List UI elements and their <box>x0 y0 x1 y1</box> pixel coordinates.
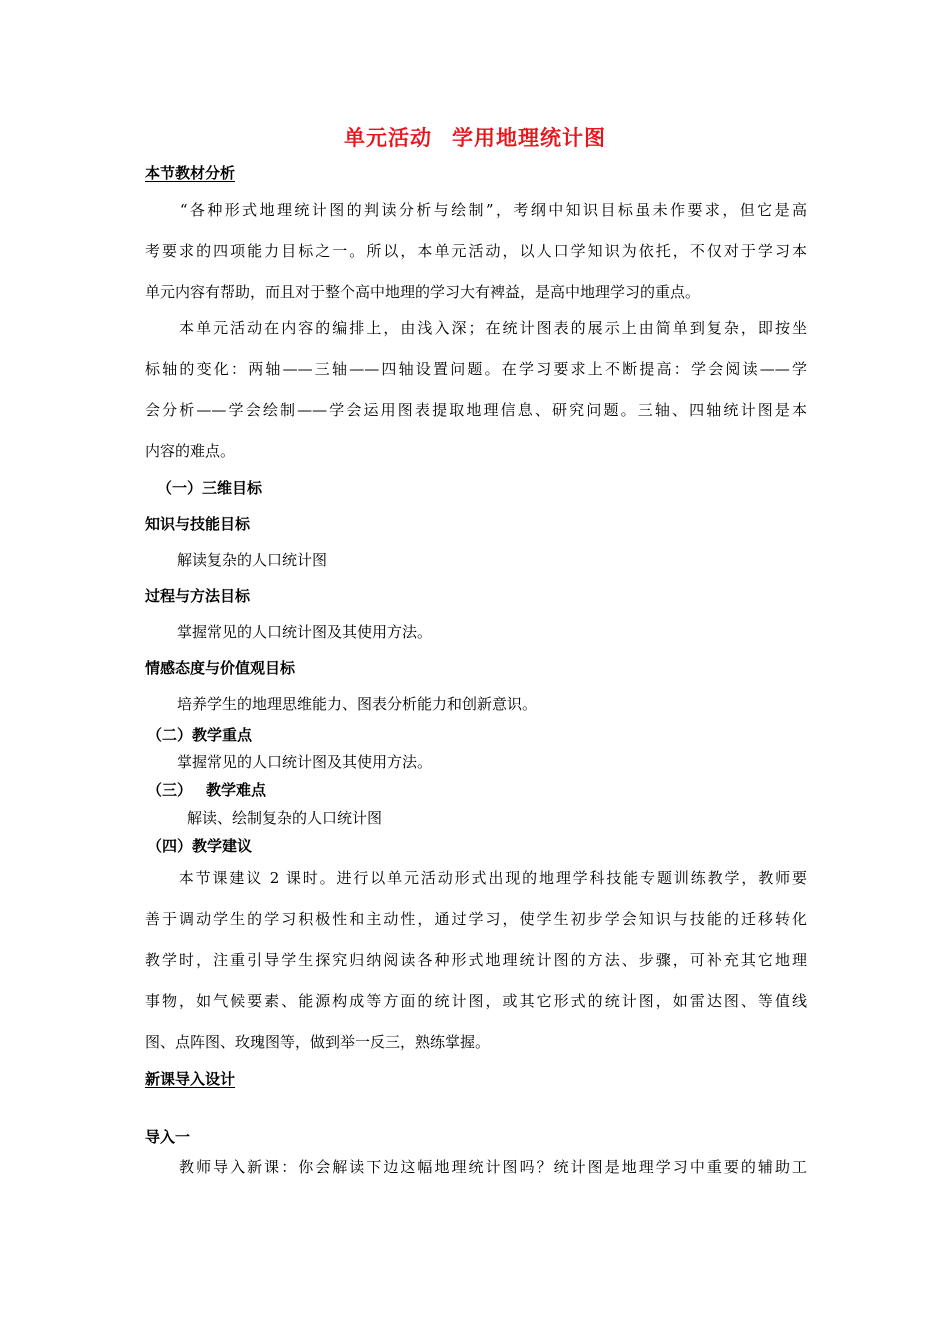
paragraph-line: 会分析——学会绘制——学会运用图表提取地理信息、研究问题。三轴、四轴统计图是本 <box>145 401 807 419</box>
suggestion-paragraph <box>145 868 807 1052</box>
knowledge-heading: 知识与技能目标 <box>145 515 251 533</box>
paragraph-line: 教师导入新课：你会解读下边这幅地理统计图吗？统计图是地理学习中重要的辅助工 <box>145 1158 807 1176</box>
paragraph-line: 本单元活动在内容的编排上，由浅入深；在统计图表的展示上由简单到复杂，即按坐 <box>145 319 807 337</box>
paragraph-line: 图、点阵图、玫瑰图等，做到举一反三，熟练掌握。 <box>145 1033 491 1051</box>
section-heading-analysis: 本节教材分析 <box>145 164 236 182</box>
difficulty-text: 解读、绘制复杂的人口统计图 <box>187 809 383 827</box>
key-point-heading: （二）教学重点 <box>147 726 253 744</box>
paragraph-line: 善于调动学生的学习积极性和主动性，通过学习，使学生初步学会知识与技能的迁移转化 <box>145 910 807 928</box>
paragraph-line: 标轴的变化：两轴——三轴——四轴设置问题。在学习要求上不断提高：学会阅读——学 <box>145 360 807 378</box>
intro-design-heading: 新课导入设计 <box>145 1070 236 1088</box>
paragraph-line: 事物，如气候要素、能源构成等方面的统计图，或其它形式的统计图，如雷达图、等值线 <box>145 992 807 1010</box>
intro-one-heading: 导入一 <box>145 1128 191 1146</box>
process-heading: 过程与方法目标 <box>145 587 251 605</box>
analysis-paragraph-1 <box>145 200 807 302</box>
suggestion-heading: （四）教学建议 <box>147 837 253 855</box>
emotion-heading: 情感态度与价值观目标 <box>145 659 296 677</box>
paragraph-line: 本节课建议 2 课时。进行以单元活动形式出现的地理学科技能专题训练教学，教师要 <box>145 869 807 887</box>
key-point-text: 掌握常见的人口统计图及其使用方法。 <box>177 753 433 771</box>
paragraph-line: 内容的难点。 <box>145 442 236 460</box>
page-title <box>0 124 950 152</box>
intro-one-paragraph <box>145 1157 807 1177</box>
paragraph-line: “各种形式地理统计图的判读分析与绘制”，考纲中知识目标虽未作要求，但它是高 <box>145 201 807 219</box>
title-part-1: 单元活动 <box>344 126 432 150</box>
difficulty-heading <box>147 780 266 800</box>
paragraph-line: 教学时，注重引导学生探究归纳阅读各种形式地理统计图的方法、步骤，可补充其它地理 <box>145 951 807 969</box>
process-text: 掌握常见的人口统计图及其使用方法。 <box>177 623 433 641</box>
difficulty-heading-label: 教学难点 <box>206 781 267 799</box>
paragraph-line: 考要求的四项能力目标之一。所以，本单元活动，以人口学知识为依托，不仅对于学习本 <box>145 242 807 260</box>
knowledge-text: 解读复杂的人口统计图 <box>177 551 328 569</box>
difficulty-heading-prefix: （三） <box>147 781 193 799</box>
title-part-2: 学用地理统计图 <box>452 126 606 150</box>
emotion-text: 培养学生的地理思维能力、图表分析能力和创新意识。 <box>177 695 538 713</box>
analysis-paragraph-2 <box>145 318 807 461</box>
paragraph-line: 单元内容有帮助，而且对于整个高中地理的学习大有裨益，是高中地理学习的重点。 <box>145 283 701 301</box>
goals-heading: （一）三维目标 <box>157 479 263 497</box>
